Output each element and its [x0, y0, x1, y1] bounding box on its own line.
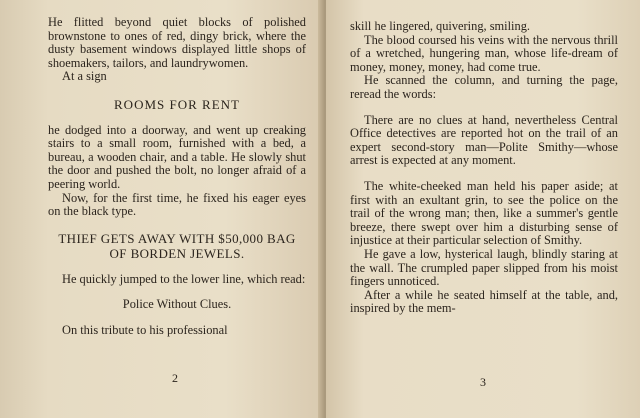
left-paragraph-3: he dodged into a doorway, and went up creaking stairs to a small room, furnished with a bed, a bureau, a wooden chair, and a table. He slowly shut the door and pushed the bolt, no longer afraid of a peering world. [48, 122, 306, 191]
left-text-column [48, 16, 306, 338]
right-paragraph-5: He gave a low, hysterical laugh, blindly staring at the wall. The crumpled paper slipped from his moist fingers unnoticed. [350, 246, 618, 289]
left-paragraph-5: He quickly jumped to the lower line, which read: [62, 271, 306, 286]
right-text-column [350, 20, 618, 316]
right-page [326, 0, 640, 418]
newspaper-headline: THIEF GETS AWAY WITH $50,000 BAG OF BORDEN JEWELS. [58, 230, 296, 261]
right-paragraph-3: He scanned the column, and turning the page, reread the words: [350, 73, 618, 101]
newspaper-subhead: Police Without Clues. [122, 297, 232, 312]
right-page-number: 3 [480, 375, 486, 389]
left-paragraph-2: At a sign [62, 69, 107, 84]
left-paragraph-1: He flitted beyond quiet blocks of polished brownstone to ones of red, dingy brick, where the dusty basement windows displayed little shops of shoemakers, tailors, and laundrywomen. [48, 15, 306, 70]
left-paragraph-4: Now, for the first time, he fixed his eager eyes on the black type. [48, 190, 306, 219]
right-paragraph-6: After a while he seated himself at the table, and, inspired by the mem- [350, 287, 618, 316]
newspaper-quote: There are no clues at hand, nevertheless Central Office detectives are reported hot on the trail of an expert second-story man—Polite Smithy—whose arrest is expected at any moment. [350, 112, 618, 168]
left-paragraph-6: On this tribute to his professional [62, 322, 228, 337]
right-paragraph-1: skill he lingered, quivering, smiling. [350, 19, 530, 33]
right-paragraph-2: The blood coursed his veins with the nervous thrill of a wretched, hungering man, whose life-dream of money, money, money, had come true. [350, 32, 618, 74]
right-paragraph-4: The white-cheeked man held his paper aside; at first with an exultant grin, to see the police on the trail of the wrong man; then, like a summer's gentle breeze, there swept over him a disturbing sense of injustice at their particular selection of Smithy. [350, 178, 618, 248]
left-page-number: 2 [172, 371, 178, 385]
rooms-for-rent-sign: ROOMS FOR RENT [114, 96, 240, 112]
